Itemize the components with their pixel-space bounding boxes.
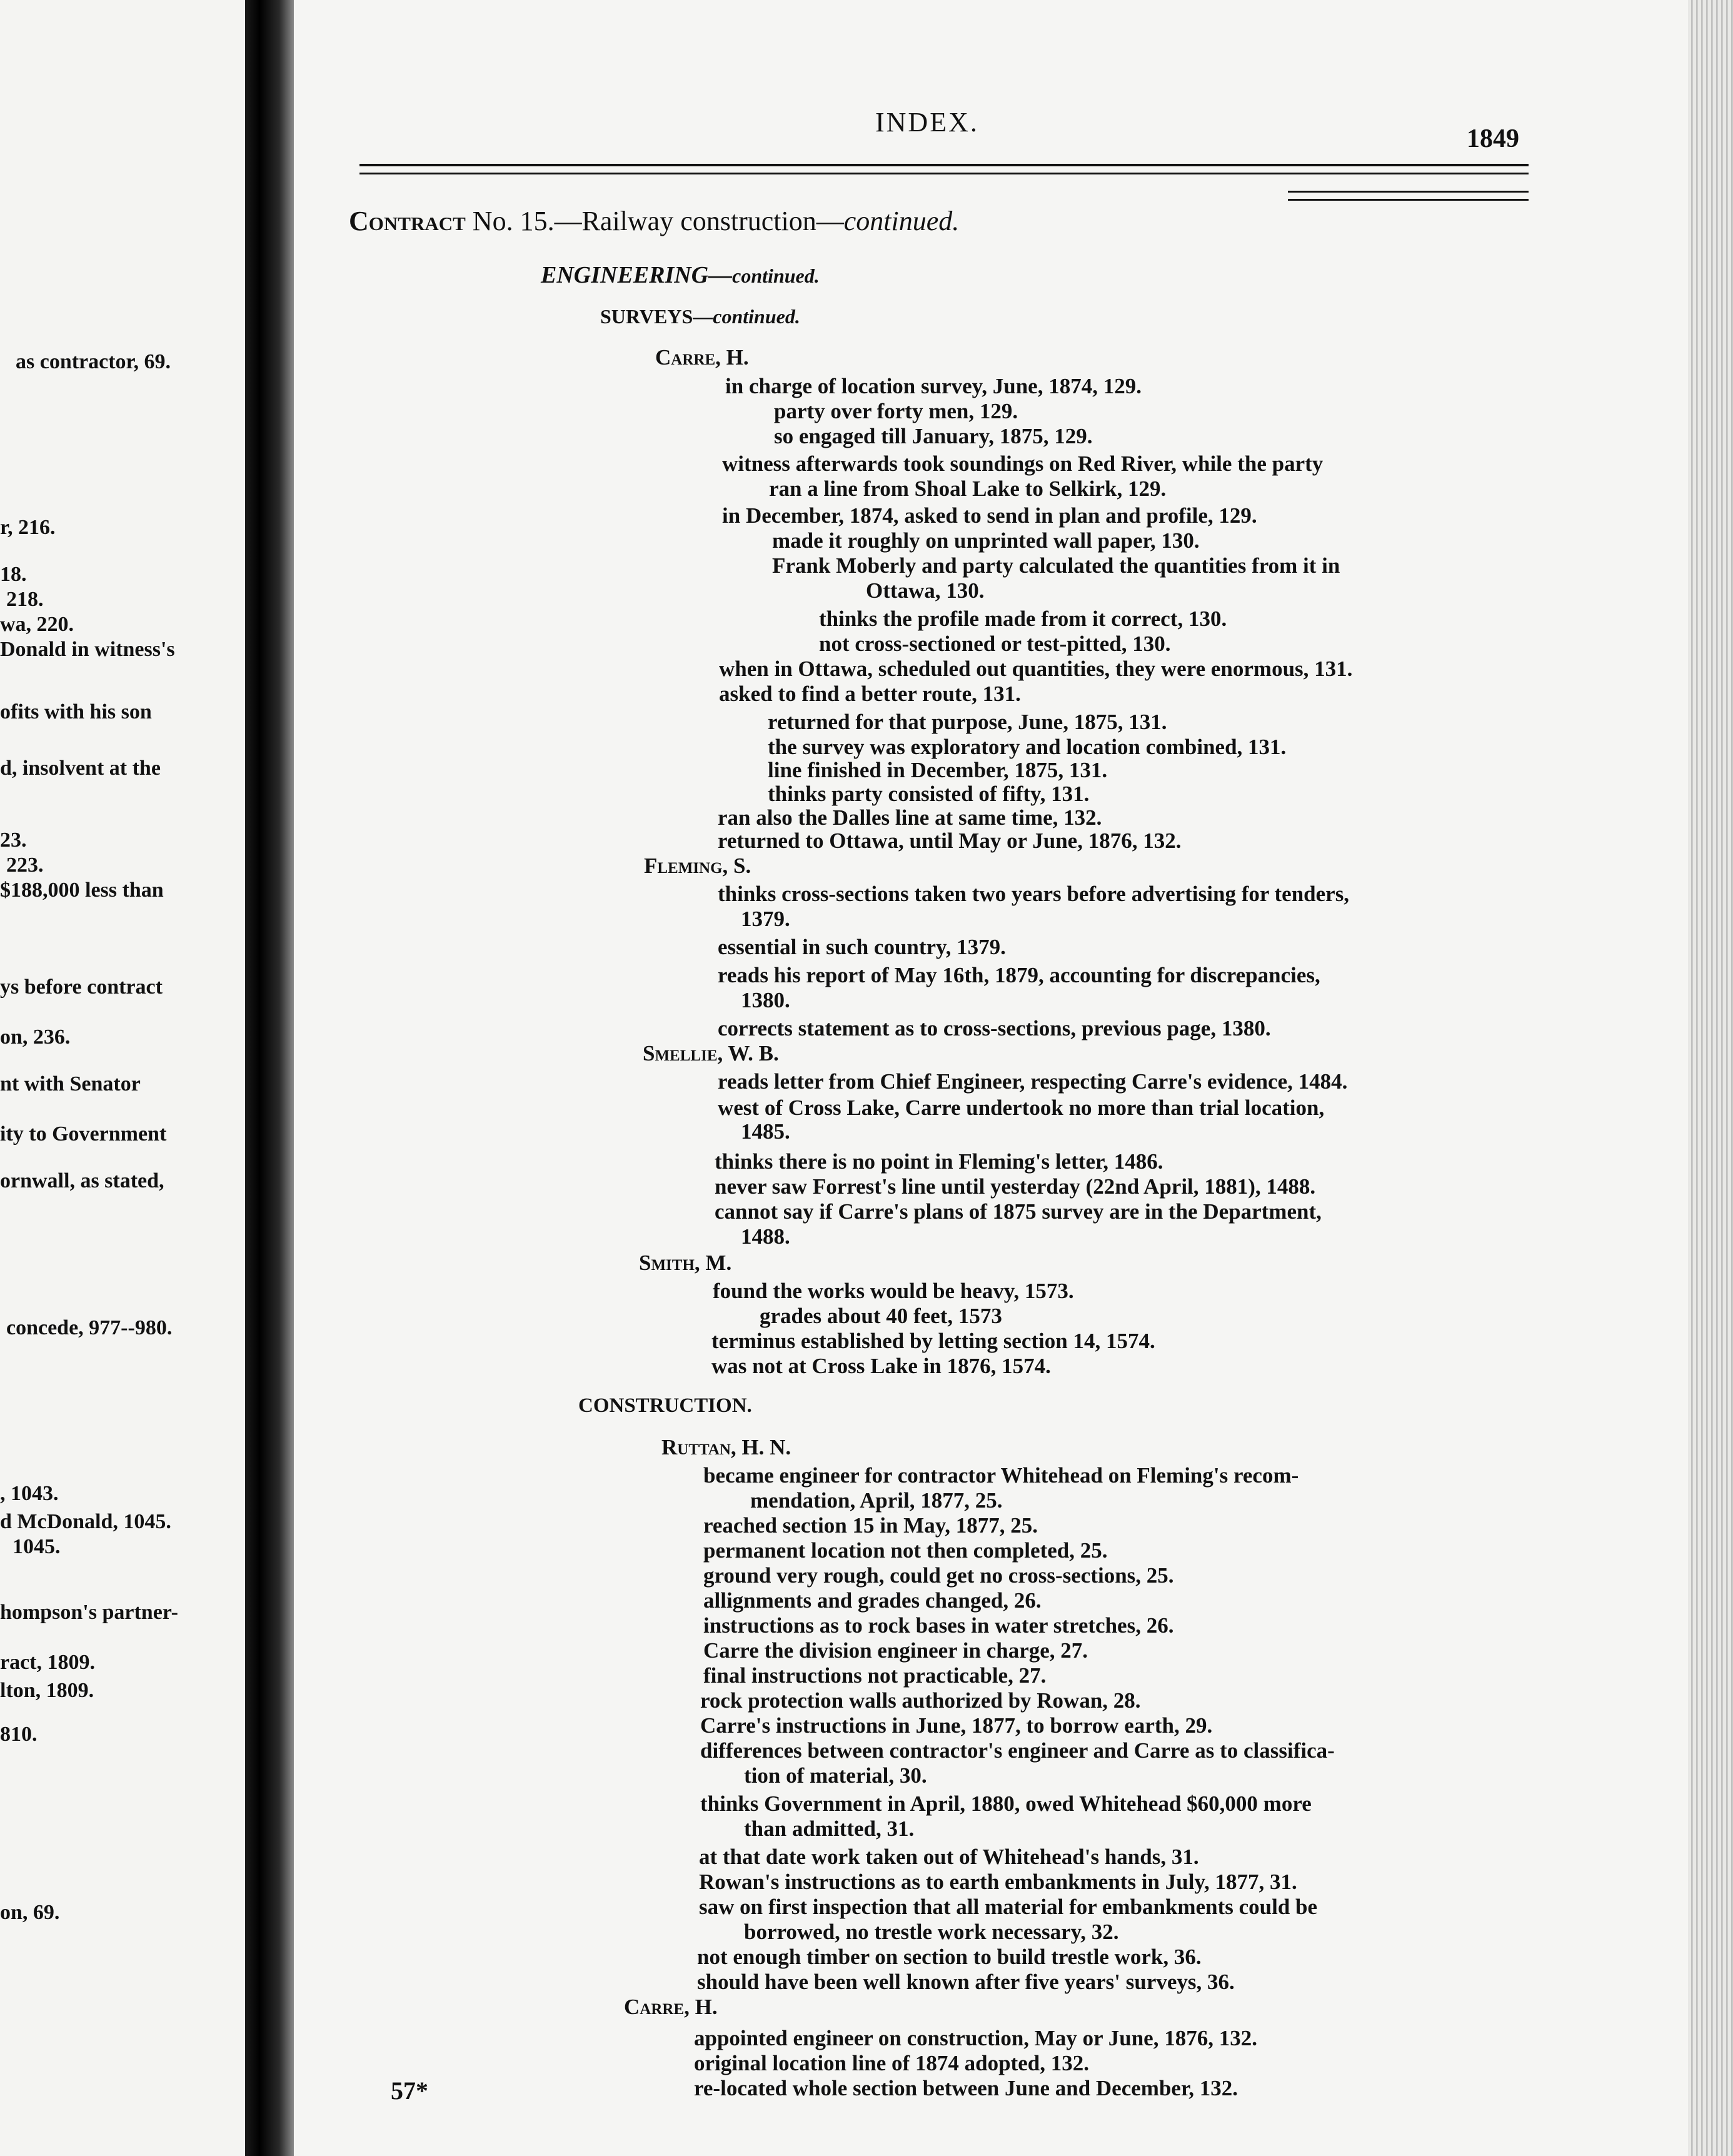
left-fragment: ract, 1809. bbox=[0, 1651, 96, 1674]
left-fragment: on, 236. bbox=[0, 1025, 71, 1049]
entry-line: was not at Cross Lake in 1876, 1574. bbox=[711, 1354, 1051, 1378]
left-fragment: , 1043. bbox=[0, 1482, 59, 1505]
entry-line: thinks Government in April, 1880, owed Whitehead $60,000 more bbox=[700, 1791, 1312, 1816]
left-fragment: ornwall, as stated, bbox=[0, 1169, 164, 1192]
contract-continued: continued. bbox=[843, 206, 960, 236]
entry-name: Smith, M. bbox=[639, 1251, 732, 1275]
left-fragment: 223. bbox=[6, 854, 44, 877]
entry-line: thinks the profile made from it correct, 130. bbox=[819, 607, 1227, 631]
entry-line: 1380. bbox=[741, 988, 790, 1012]
entry-line: ran also the Dalles line at same time, 132. bbox=[718, 805, 1102, 830]
header-rule-top-right bbox=[1288, 191, 1529, 193]
left-fragment: ofits with his son bbox=[0, 700, 152, 723]
left-fragment: Donald in witness's bbox=[0, 638, 175, 661]
entry-name: Ruttan, H. N. bbox=[661, 1435, 791, 1459]
entry-line: returned to Ottawa, until May or June, 1876, 132. bbox=[718, 829, 1182, 853]
contract-label: Contract bbox=[349, 206, 466, 236]
left-fragment: 218. bbox=[6, 588, 44, 611]
entry-line: made it roughly on unprinted wall paper, 130. bbox=[772, 528, 1200, 553]
left-fragment: nt with Senator bbox=[0, 1072, 141, 1096]
left-fragment: 810. bbox=[0, 1723, 38, 1746]
entry-line: original location line of 1874 adopted, 132. bbox=[694, 2051, 1089, 2075]
entry-line: witness afterwards took soundings on Red River, while the party bbox=[722, 451, 1324, 476]
entry-line: than admitted, 31. bbox=[744, 1816, 915, 1841]
entry-line: instructions as to rock bases in water stretches, 26. bbox=[703, 1613, 1174, 1638]
left-fragment: ys before contract bbox=[0, 975, 163, 999]
contract-subject: —Railway construction— bbox=[554, 206, 844, 236]
entry-line: in charge of location survey, June, 1874, 129. bbox=[725, 374, 1142, 398]
entry-line: re-located whole section between June and December, 132. bbox=[694, 2076, 1238, 2100]
entry-line: ran a line from Shoal Lake to Selkirk, 129. bbox=[769, 476, 1167, 501]
left-fragment: d McDonald, 1045. bbox=[0, 1510, 171, 1533]
entry-line: 1379. bbox=[741, 907, 790, 931]
entry-line: so engaged till January, 1875, 129. bbox=[774, 424, 1093, 448]
entry-line: permanent location not then completed, 25. bbox=[703, 1538, 1108, 1563]
left-fragment: concede, 977--980. bbox=[6, 1316, 173, 1339]
entry-line: terminus established by letting section 14, 1574. bbox=[711, 1329, 1155, 1353]
entry-line: mendation, April, 1877, 25. bbox=[750, 1488, 1003, 1513]
entry-line: 1488. bbox=[741, 1224, 790, 1249]
entry-line: Rowan's instructions as to earth embankments in July, 1877, 31. bbox=[699, 1870, 1297, 1894]
left-fragment: lton, 1809. bbox=[0, 1679, 94, 1702]
entry-line: the survey was exploratory and location combined, 131. bbox=[768, 735, 1287, 759]
book-gutter bbox=[245, 0, 294, 2156]
entry-line: saw on first inspection that all material for embankments could be bbox=[699, 1895, 1318, 1919]
entry-line: west of Cross Lake, Carre undertook no more than trial location, bbox=[718, 1096, 1325, 1120]
entry-line: final instructions not practicable, 27. bbox=[703, 1663, 1047, 1688]
entry-line: Frank Moberly and party calculated the quantities from it in bbox=[772, 553, 1340, 578]
entry-line: party over forty men, 129. bbox=[774, 399, 1018, 423]
entry-line: 1485. bbox=[741, 1119, 790, 1144]
entry-line: differences between contractor's engineer and Carre as to classifica- bbox=[700, 1738, 1335, 1763]
left-fragment: on, 69. bbox=[0, 1901, 60, 1924]
left-fragment: wa, 220. bbox=[0, 613, 74, 636]
left-fragment: r, 216. bbox=[0, 516, 56, 539]
surveys-heading bbox=[600, 305, 800, 328]
entry-line: appointed engineer on construction, May or June, 1876, 132. bbox=[694, 2026, 1257, 2050]
entry-line: Carre the division engineer in charge, 27. bbox=[703, 1638, 1088, 1663]
entry-name: Carre, H. bbox=[624, 1995, 718, 2019]
contract-number: No. 15. bbox=[472, 206, 555, 236]
entry-line: at that date work taken out of Whitehead's hands, 31. bbox=[699, 1845, 1199, 1869]
left-fragment: ity to Government bbox=[0, 1122, 167, 1146]
entry-line: allignments and grades changed, 26. bbox=[703, 1588, 1042, 1613]
entry-line: reads letter from Chief Engineer, respecting Carre's evidence, 1484. bbox=[718, 1069, 1348, 1094]
entry-line: in December, 1874, asked to send in plan and profile, 129. bbox=[722, 503, 1257, 528]
left-page bbox=[0, 0, 245, 2156]
entry-line: found the works would be heavy, 1573. bbox=[713, 1279, 1074, 1303]
left-fragment: hompson's partner- bbox=[0, 1601, 178, 1624]
engineering-label: ENGINEERING— bbox=[541, 262, 733, 288]
page-title: INDEX. bbox=[875, 107, 979, 138]
entry-line: rock protection walls authorized by Rowan, 28. bbox=[700, 1688, 1141, 1713]
engineering-continued: continued. bbox=[732, 264, 820, 287]
entry-line: corrects statement as to cross-sections, previous page, 1380. bbox=[718, 1016, 1271, 1040]
entry-line: thinks there is no point in Fleming's letter, 1486. bbox=[715, 1149, 1163, 1174]
entry-line: tion of material, 30. bbox=[744, 1763, 927, 1788]
entry-line: asked to find a better route, 131. bbox=[719, 682, 1021, 706]
entry-line: essential in such country, 1379. bbox=[718, 935, 1006, 959]
header-rule-bottom bbox=[359, 173, 1529, 174]
surveys-continued: continued. bbox=[713, 305, 800, 328]
header-rule-top bbox=[359, 164, 1529, 166]
entry-name: Smellie, W. B. bbox=[643, 1041, 779, 1065]
contract-heading bbox=[349, 205, 959, 237]
construction-heading: CONSTRUCTION. bbox=[578, 1394, 752, 1417]
left-fragment: $188,000 less than bbox=[0, 879, 164, 902]
header-rule-bottom-right bbox=[1288, 199, 1529, 201]
entry-line: became engineer for contractor Whitehead on Fleming's recom- bbox=[703, 1463, 1299, 1488]
left-fragment: 23. bbox=[0, 829, 27, 852]
entry-line: thinks cross-sections taken two years before advertising for tenders, bbox=[718, 882, 1350, 906]
entry-line: borrowed, no trestle work necessary, 32. bbox=[744, 1920, 1119, 1944]
entry-line: should have been well known after five years' surveys, 36. bbox=[697, 1970, 1235, 1994]
entry-line: when in Ottawa, scheduled out quantities, they were enormous, 131. bbox=[719, 657, 1353, 681]
entry-name: Carre, H. bbox=[655, 345, 749, 370]
entry-line: never saw Forrest's line until yesterday (22nd April, 1881), 1488. bbox=[715, 1174, 1316, 1199]
entry-line: not enough timber on section to build trestle work, 36. bbox=[697, 1945, 1202, 1969]
signature-mark: 57* bbox=[391, 2077, 428, 2105]
entry-line: ground very rough, could get no cross-sections, 25. bbox=[703, 1563, 1174, 1588]
entry-line: returned for that purpose, June, 1875, 131. bbox=[768, 710, 1167, 734]
entry-line: thinks party consisted of fifty, 131. bbox=[768, 782, 1090, 806]
left-fragment: as contractor, 69. bbox=[16, 350, 171, 373]
page-number: 1849 bbox=[1467, 124, 1519, 153]
entry-line: reached section 15 in May, 1877, 25. bbox=[703, 1513, 1038, 1538]
engineering-heading bbox=[541, 261, 820, 289]
entry-line: line finished in December, 1875, 131. bbox=[768, 758, 1108, 782]
entry-line: cannot say if Carre's plans of 1875 survey are in the Department, bbox=[715, 1199, 1322, 1224]
entry-line: reads his report of May 16th, 1879, accounting for discrepancies, bbox=[718, 963, 1320, 987]
entry-line: not cross-sectioned or test-pitted, 130. bbox=[819, 632, 1171, 656]
entry-line: grades about 40 feet, 1573 bbox=[760, 1304, 1002, 1328]
entry-name: Fleming, S. bbox=[644, 854, 751, 878]
left-fragment: d, insolvent at the bbox=[0, 757, 161, 780]
surveys-label: SURVEYS— bbox=[600, 305, 713, 328]
entry-line: Carre's instructions in June, 1877, to borrow earth, 29. bbox=[700, 1713, 1213, 1738]
page-edges bbox=[1688, 0, 1733, 2156]
entry-line: Ottawa, 130. bbox=[866, 578, 985, 603]
left-fragment: 1045. bbox=[13, 1535, 61, 1558]
left-fragment: 18. bbox=[0, 563, 27, 586]
